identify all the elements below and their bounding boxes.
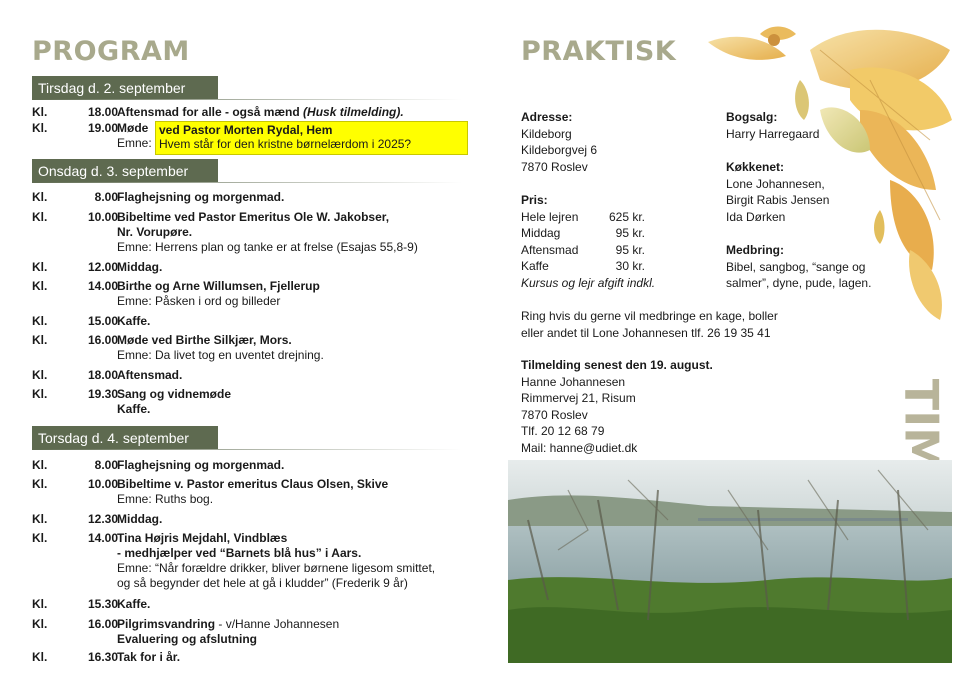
time: 12.00 bbox=[87, 260, 118, 274]
kitchen-name: Birgit Rabis Jensen bbox=[726, 193, 830, 208]
time: 14.00 bbox=[87, 531, 118, 545]
activity: Kaffe. bbox=[117, 597, 151, 611]
activity-cont: Evaluering og afslutning bbox=[117, 632, 258, 646]
divider bbox=[32, 99, 462, 100]
price-value: 30 kr. bbox=[615, 259, 645, 274]
kl-label: Kl. bbox=[32, 368, 48, 382]
price-value: 95 kr. bbox=[615, 242, 645, 257]
kl-label: Kl. bbox=[32, 190, 48, 204]
address-line: 7870 Roslev bbox=[521, 159, 588, 174]
price-label: Aftensmad bbox=[521, 242, 579, 257]
time: 19.30 bbox=[87, 387, 118, 401]
time: 8.00 bbox=[94, 458, 118, 472]
time: 18.00 bbox=[87, 105, 118, 119]
kl-label: Kl. bbox=[32, 531, 48, 545]
activity: Flaghejsning og morgenmad. bbox=[117, 458, 285, 472]
activity: Møde bbox=[117, 121, 149, 135]
activity: Tina Højris Mejdahl, Vindblæs bbox=[117, 531, 288, 545]
day-header-tuesday: Tirsdag d. 2. september bbox=[32, 76, 218, 100]
kl-label: Kl. bbox=[32, 105, 48, 119]
address-block bbox=[521, 109, 711, 175]
kl-label: Kl. bbox=[32, 260, 48, 274]
activity: Bibeltime ved Pastor Emeritus Ole W. Jakobser, bbox=[117, 210, 390, 224]
activity: Pilgrimsvandring - v/Hanne Johannesen bbox=[117, 617, 340, 631]
activity: Sang og vidnemøde bbox=[117, 387, 232, 401]
signup-line: 7870 Roslev bbox=[521, 407, 588, 422]
kl-label: Kl. bbox=[32, 387, 48, 401]
time: 16.00 bbox=[87, 333, 118, 347]
kl-label: Kl. bbox=[32, 512, 48, 526]
bring-line: Bibel, sangbog, “sange og bbox=[726, 259, 866, 274]
time: 16.00 bbox=[87, 617, 118, 631]
topic: Emne: Ruths bog. bbox=[117, 492, 214, 506]
topic: Emne: bbox=[117, 136, 152, 150]
kl-label: Kl. bbox=[32, 477, 48, 491]
time: 15.30 bbox=[87, 597, 118, 611]
kitchen-heading: Køkkenet: bbox=[726, 160, 785, 174]
signup-phone: Tlf. 20 12 68 79 bbox=[521, 424, 605, 439]
bring-heading: Medbring: bbox=[726, 243, 784, 257]
ring-line: eller andet til Lone Johannesen tlf. 26 19 35 41 bbox=[521, 325, 771, 340]
price-block bbox=[521, 192, 721, 292]
ring-line: Ring hvis du gerne vil medbringe en kage, boller bbox=[521, 309, 778, 323]
signup-block bbox=[521, 357, 821, 457]
topic-cont: og så begynder det hele at gå i kludder” (Frederik 9 år) bbox=[117, 576, 408, 590]
activity-leader: - v/Hanne Johannesen bbox=[215, 617, 340, 631]
landscape-photo bbox=[508, 460, 952, 663]
bring-line: salmer”, dyne, pude, lagen. bbox=[726, 276, 872, 291]
address-line: Kildeborgvej 6 bbox=[521, 143, 598, 158]
kl-label: Kl. bbox=[32, 121, 48, 135]
price-label: Middag bbox=[521, 226, 561, 241]
time: 8.00 bbox=[94, 190, 118, 204]
activity: Bibeltime v. Pastor emeritus Claus Olsen, Skive bbox=[117, 477, 389, 491]
activity: Tak for i år. bbox=[117, 650, 181, 664]
activity-cont: - medhjælper ved “Barnets blå hus” i Aars. bbox=[117, 546, 362, 560]
price-label: Hele lejren bbox=[521, 209, 579, 224]
time: 12.30 bbox=[87, 512, 118, 526]
price-note: Kursus og lejr afgift indkl. bbox=[521, 275, 656, 290]
day-header-thursday: Torsdag d. 4. september bbox=[32, 426, 218, 450]
topic: Emne: “Når forældre drikker, bliver børnene ligesom smittet, bbox=[117, 561, 436, 575]
topic: Emne: Da livet tog en uventet drejning. bbox=[117, 348, 324, 362]
day-header-wednesday: Onsdag d. 3. september bbox=[32, 159, 218, 183]
price-label: Kaffe bbox=[521, 259, 549, 274]
price-item bbox=[521, 242, 721, 259]
time: 10.00 bbox=[87, 210, 118, 224]
praktisk-title: PRAKTISK bbox=[521, 36, 677, 67]
kl-label: Kl. bbox=[32, 279, 48, 293]
signup-line: Hanne Johannesen bbox=[521, 374, 626, 389]
booksale-name: Harry Harregaard bbox=[726, 126, 820, 141]
topic: Emne: Herrens plan og tanke er at frelse (Esajas 55,8-9) bbox=[117, 240, 418, 254]
activity: Aftensmad. bbox=[117, 368, 183, 382]
divider bbox=[32, 182, 462, 183]
price-heading: Pris: bbox=[521, 193, 548, 207]
signup-heading: Tilmelding senest den 19. august. bbox=[521, 358, 713, 372]
highlight-annotation bbox=[155, 121, 468, 155]
activity-cont: Nr. Vorupøre. bbox=[117, 225, 193, 239]
activity: Møde ved Birthe Silkjær, Mors. bbox=[117, 333, 292, 347]
price-value: 95 kr. bbox=[615, 226, 645, 241]
kl-label: Kl. bbox=[32, 333, 48, 347]
autumn-leaves-image bbox=[700, 20, 952, 330]
activity: Middag. bbox=[117, 512, 163, 526]
kl-label: Kl. bbox=[32, 650, 48, 664]
activity-note: (Husk tilmelding). bbox=[303, 105, 404, 119]
signup-email: Mail: hanne@udiet.dk bbox=[521, 440, 638, 455]
price-item bbox=[521, 225, 721, 242]
activity: Kaffe. bbox=[117, 314, 151, 328]
activity: Middag. bbox=[117, 260, 163, 274]
activity: Birthe og Arne Willumsen, Fjellerup bbox=[117, 279, 320, 293]
kl-label: Kl. bbox=[32, 314, 48, 328]
highlight-topic: Hvem står for den kristne børnelærdom i 2025? bbox=[159, 137, 412, 151]
topic: Emne: Påsken i ord og billeder bbox=[117, 294, 281, 308]
kl-label: Kl. bbox=[32, 597, 48, 611]
kl-label: Kl. bbox=[32, 210, 48, 224]
activity-cont: Kaffe. bbox=[117, 402, 151, 416]
program-title: PROGRAM bbox=[32, 36, 190, 67]
time: 15.00 bbox=[87, 314, 118, 328]
time: 10.00 bbox=[87, 477, 118, 491]
time: 14.00 bbox=[87, 279, 118, 293]
address-line: Kildeborg bbox=[521, 126, 572, 141]
kitchen-name: Ida Dørken bbox=[726, 209, 786, 224]
time: 16.30 bbox=[87, 650, 118, 664]
time: 19.00 bbox=[87, 121, 118, 135]
kl-label: Kl. bbox=[32, 458, 48, 472]
kl-label: Kl. bbox=[32, 617, 48, 631]
signup-line: Rimmervej 21, Risum bbox=[521, 391, 636, 406]
activity: Flaghejsning og morgenmad. bbox=[117, 190, 285, 204]
address-heading: Adresse: bbox=[521, 110, 573, 124]
divider bbox=[32, 449, 462, 450]
time: 18.00 bbox=[87, 368, 118, 382]
highlight-speaker: ved Pastor Morten Rydal, Hem bbox=[159, 123, 333, 137]
price-value: 625 kr. bbox=[608, 209, 645, 224]
booksale-heading: Bogsalg: bbox=[726, 110, 778, 124]
price-item bbox=[521, 209, 721, 226]
price-item bbox=[521, 258, 721, 275]
kitchen-name: Lone Johannesen, bbox=[726, 176, 825, 191]
activity: Aftensmad for alle - også mænd (Husk tilmelding). bbox=[117, 105, 404, 119]
